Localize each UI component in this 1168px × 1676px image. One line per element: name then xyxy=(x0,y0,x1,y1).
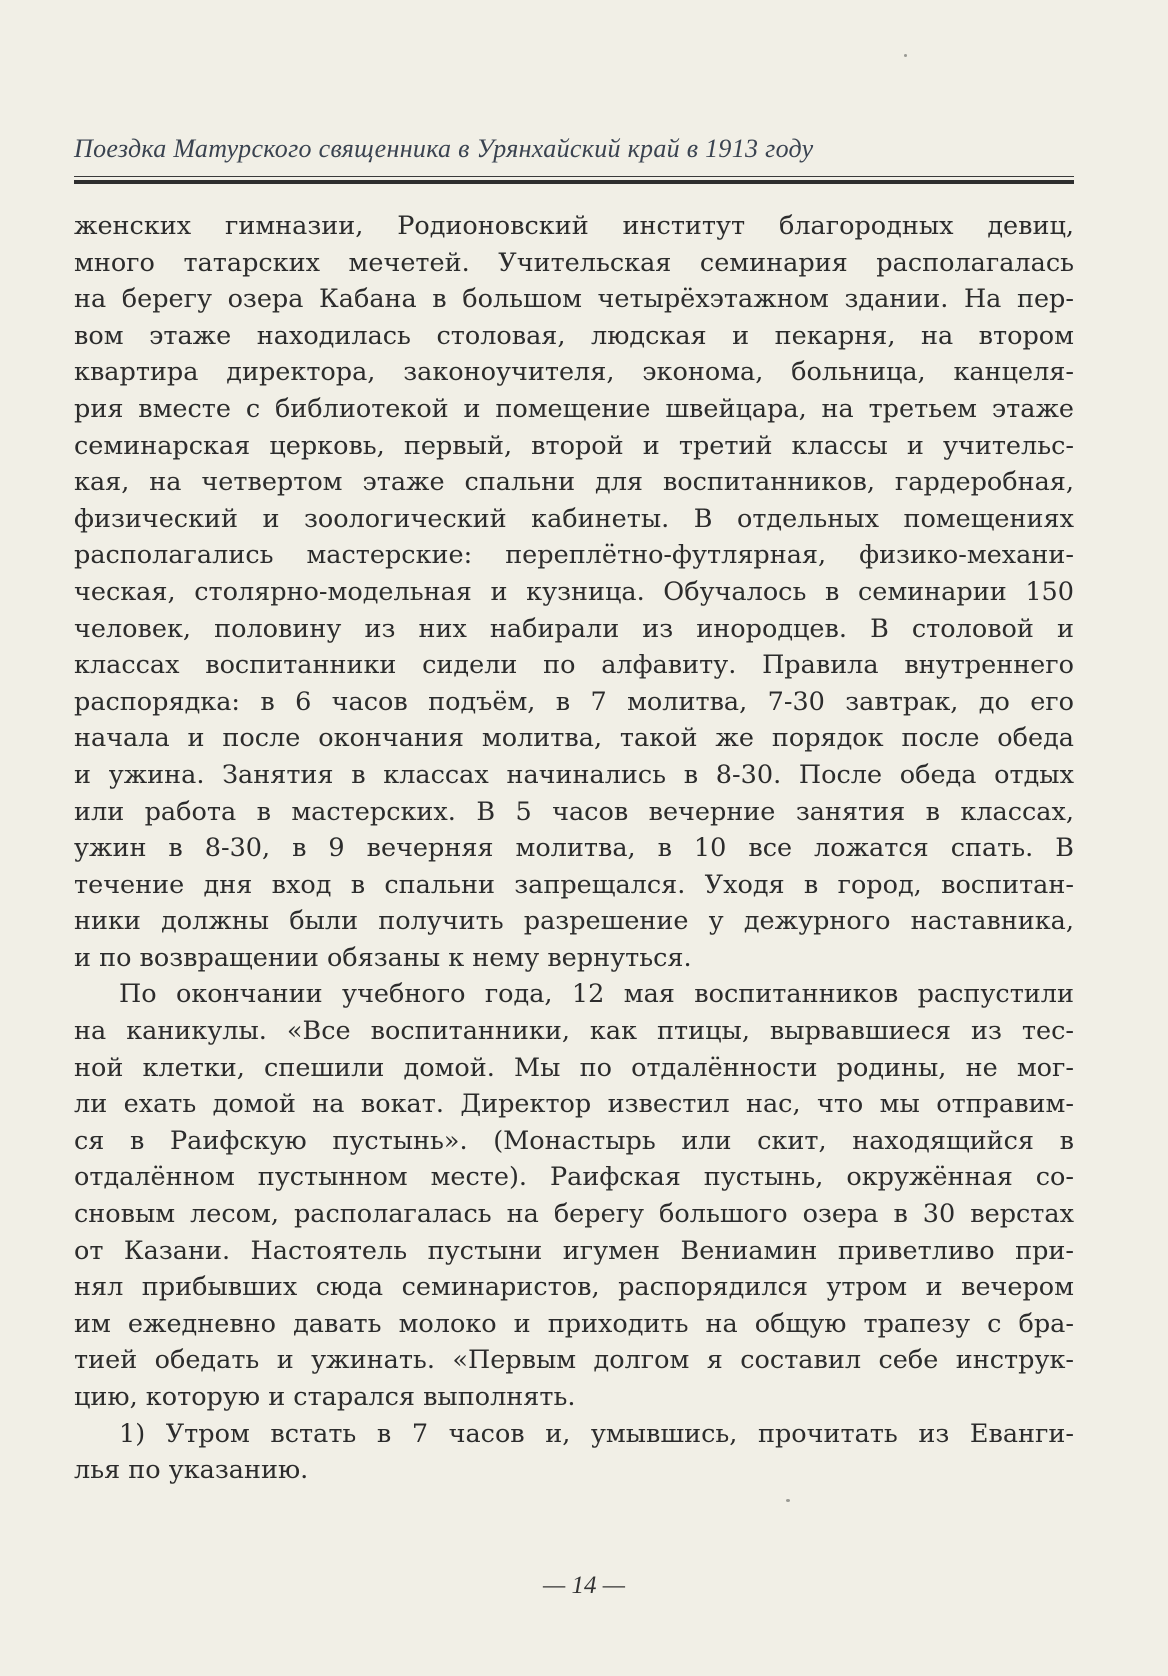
text-line: им ежедневно давать молоко и приходить на общую трапезу с бра- xyxy=(74,1308,1074,1339)
header-rule-thin xyxy=(74,176,1074,177)
header-rule-thick xyxy=(74,180,1074,184)
text-line: цию, которую и старался выполнять. xyxy=(74,1382,576,1412)
paragraph-3 xyxy=(74,1416,1074,1489)
text-line: лья по указанию. xyxy=(74,1455,309,1486)
text-line: нял прибывших сюда семинаристов, распорядился утром и вечером xyxy=(74,1272,1074,1303)
text-line: рия вместе с библиотекой и помещение швейцара, на третьем этаже xyxy=(74,393,1074,424)
text-line: на берегу озера Кабана в большом четырёхэтажном здании. На пер- xyxy=(74,284,1074,315)
text-line: женских гимназии, Родионовский институт благородных девиц, xyxy=(74,211,1074,241)
text-line: вом этаже находилась столовая, людская и пекарня, на втором xyxy=(74,320,1074,351)
text-line: много татарских мечетей. Учительская семинария располагалась xyxy=(74,247,1074,278)
text-line: располагались мастерские: переплётно-футлярная, физико-механи- xyxy=(74,540,1074,571)
text-line: ческая, столярно-модельная и кузница. Обучалось в семинарии 150 xyxy=(74,576,1074,607)
text-line: или работа в мастерских. В 5 часов вечерние занятия в классах, xyxy=(74,796,1074,827)
paper-speck xyxy=(786,1499,790,1502)
text-line: 1) Утром встать в 7 часов и, умывшись, прочитать из Еванги- xyxy=(119,1418,1074,1449)
text-line: сновым лесом, располагалась на берегу большого озера в 30 верстах xyxy=(74,1199,1074,1230)
page-number: — 14 — xyxy=(543,1572,625,1599)
text-line: и ужина. Занятия в классах начинались в 8-30. После обеда отдых xyxy=(74,759,1074,790)
text-line: кая, на четвертом этаже спальни для воспитанников, гардеробная, xyxy=(74,467,1074,498)
running-header: Поездка Матурского священника в Урянхайский край в 1913 году xyxy=(74,134,814,163)
text-line: на каникулы. «Все воспитанники, как птицы, вырвавшиеся из тес- xyxy=(74,1016,1074,1047)
text-line: ной клетки, спешили домой. Мы по отдалённости родины, не мог- xyxy=(74,1052,1074,1083)
text-line: классах воспитанники сидели по алфавиту. Правила внутреннего xyxy=(74,650,1074,681)
text-line: ужин в 8-30, в 9 вечерняя молитва, в 10 все ложатся спать. В xyxy=(74,833,1074,864)
text-line: ли ехать домой на вокат. Директор известил нас, что мы отправим- xyxy=(74,1089,1074,1120)
paragraph-2 xyxy=(74,976,1074,1415)
text-line: и по возвращении обязаны к нему вернуться. xyxy=(74,942,692,973)
paragraph-1 xyxy=(74,208,1074,976)
text-line: течение дня вход в спальни запрещался. Уходя в город, воспитан- xyxy=(74,869,1074,900)
text-line: распорядка: в 6 часов подъём, в 7 молитва, 7-30 завтрак, до его xyxy=(74,686,1074,717)
text-line: человек, половину из них набирали из инородцев. В столовой и xyxy=(74,613,1074,644)
text-line: физический и зоологический кабинеты. В отдельных помещениях xyxy=(74,503,1074,534)
body-text xyxy=(74,208,1074,1489)
text-line: По окончании учебного года, 12 мая воспитанников распустили xyxy=(119,979,1074,1010)
text-line: ники должны были получить разрешение у дежурного наставника, xyxy=(74,906,1074,937)
text-line: ся в Раифскую пустынь». (Монастырь или скит, находящийся в xyxy=(74,1125,1074,1156)
text-line: отдалённом пустынном месте). Раифская пустынь, окружённая со- xyxy=(74,1162,1074,1193)
text-line: квартира директора, законоучителя, эконома, больница, канцеля- xyxy=(74,357,1074,388)
text-line: от Казани. Настоятель пустыни игумен Вениамин приветливо при- xyxy=(74,1235,1074,1266)
text-line: начала и после окончания молитва, такой же порядок после обеда xyxy=(74,723,1074,754)
text-line: семинарская церковь, первый, второй и третий классы и учительс- xyxy=(74,430,1074,461)
paper-speck xyxy=(904,54,907,57)
text-line: тией обедать и ужинать. «Первым долгом я составил себе инструк- xyxy=(74,1345,1074,1376)
